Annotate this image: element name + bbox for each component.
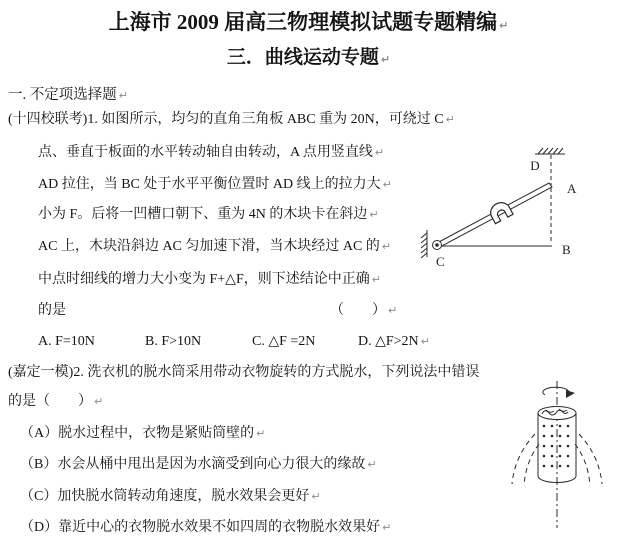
q2-option-b-text: （B）水会从桶中甩出是因为水滴受到向心力很大的缘故 xyxy=(20,457,366,472)
q2-stem-text-1: (嘉定一模)2. 洗衣机的脱水筒采用带动衣物旋转的方式脱水，下列说法中错误 xyxy=(8,365,480,380)
line-break-mark: ↵ xyxy=(367,458,377,471)
q1-option-b-text: B. F>10N xyxy=(145,334,202,349)
q2-option-b xyxy=(20,456,377,474)
line-break-mark: ↵ xyxy=(371,273,381,286)
drum-cylinder xyxy=(538,407,576,483)
line-break-mark: ↵ xyxy=(380,53,391,66)
q2-option-a-text: （A）脱水过程中，衣物是紧贴筒壁的 xyxy=(20,426,255,441)
q2-option-d xyxy=(20,519,391,537)
line-break-mark: ↵ xyxy=(374,146,385,159)
pivot-hinge-icon xyxy=(433,241,442,250)
q1-stem-text-2: 点、垂直于板面的水平转动轴自由转动，A 点用竖直线 xyxy=(38,145,373,160)
q1-stem-line-7 xyxy=(38,302,66,320)
wall-hatch-icon xyxy=(421,230,427,258)
label-c: C xyxy=(436,254,445,269)
q1-stem-text-4: 小为 F。后将一凹槽口朝下、重为 4N 的木块卡在斜边 xyxy=(38,207,368,222)
q1-option-c xyxy=(252,333,315,351)
line-break-mark: ↵ xyxy=(420,335,430,348)
q2-option-d-text: （D）靠近中心的衣物脱水效果不如四周的衣物脱水效果好 xyxy=(20,520,381,535)
line-break-mark: ↵ xyxy=(256,427,266,440)
q1-answer-bracket-text: （ ） xyxy=(330,303,386,318)
q1-stem-line-6 xyxy=(38,271,381,289)
line-break-mark: ↵ xyxy=(94,395,104,408)
document-title xyxy=(0,9,617,35)
q1-option-a xyxy=(38,333,95,351)
triangle-board-figure xyxy=(418,140,598,270)
line-break-mark: ↵ xyxy=(499,19,509,32)
rotation-arrow-icon xyxy=(543,387,575,398)
line-break-mark: ↵ xyxy=(311,490,321,503)
q1-option-d-text: D. △F>2N xyxy=(358,334,419,349)
spin-dryer-figure xyxy=(505,378,610,540)
line-break-mark: ↵ xyxy=(388,304,398,317)
q2-option-c-text: （C）加快脱水筒转动角速度，脱水效果会更好 xyxy=(20,489,310,504)
section-heading-text: 一. 不定项选择题 xyxy=(8,87,117,103)
q1-option-c-text: C. △F =2N xyxy=(252,334,316,349)
q1-stem-text-3: AD 拉住，当 BC 处于水平平衡位置时 AD 线上的拉力大 xyxy=(38,177,381,192)
q1-stem-line-2 xyxy=(38,144,384,162)
q1-stem-text-6: 中点时细线的增力大小变为 F+△F，则下述结论中正确 xyxy=(38,272,370,287)
q2-stem-text-2: 的是（ ） xyxy=(8,394,92,409)
q1-stem-line-1 xyxy=(8,111,455,129)
q1-stem-text-5: AC 上，木块沿斜边 AC 匀加速下滑，当木块经过 AC 的 xyxy=(38,239,380,254)
q1-stem-line-4 xyxy=(38,206,379,224)
q2-stem-line-1 xyxy=(8,364,479,382)
topic-subtitle-text: 三．曲线运动专题 xyxy=(226,47,379,68)
q1-answer-bracket xyxy=(330,302,397,320)
line-break-mark: ↵ xyxy=(382,178,392,191)
line-break-mark: ↵ xyxy=(118,89,128,102)
label-b: B xyxy=(562,242,571,257)
q1-stem-line-3 xyxy=(38,176,392,194)
section-heading xyxy=(8,86,128,104)
q2-option-c xyxy=(20,488,321,506)
line-break-mark: ↵ xyxy=(381,240,392,253)
line-break-mark: ↵ xyxy=(445,113,455,126)
q1-option-b xyxy=(145,333,201,351)
label-d: D xyxy=(530,158,540,173)
topic-subtitle xyxy=(0,46,617,70)
q1-option-d xyxy=(358,333,430,351)
q1-option-a-text: A. F=10N xyxy=(38,334,95,349)
document-title-text: 上海市 2009 届高三物理模拟试题专题精编 xyxy=(108,10,498,34)
line-break-mark: ↵ xyxy=(369,208,379,221)
drum-holes xyxy=(543,425,570,468)
line-break-mark: ↵ xyxy=(382,521,392,534)
q2-stem-line-2 xyxy=(8,393,103,411)
q1-stem-text-7: 的是 xyxy=(38,303,66,318)
ceiling-hatch-icon xyxy=(535,148,565,154)
label-a: A xyxy=(567,181,577,196)
q1-stem-text-1: (十四校联考)1. 如图所示，均匀的直角三角板 ABC 重为 20N，可绕过 C xyxy=(8,112,444,127)
q2-option-a xyxy=(20,425,265,443)
q1-stem-line-5 xyxy=(38,238,391,256)
